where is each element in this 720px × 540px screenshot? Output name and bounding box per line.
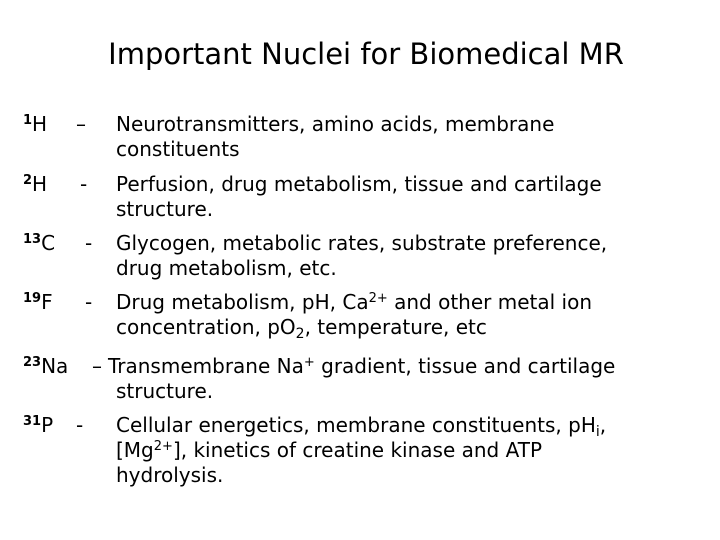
description-line — [116, 290, 706, 315]
separator-dash: – — [76, 112, 86, 136]
charge-superscript: + — [303, 354, 315, 370]
nucleus-label — [23, 172, 47, 197]
nucleus-label — [23, 231, 55, 256]
nucleus-description — [116, 413, 706, 488]
nucleus-description — [116, 231, 706, 281]
text-run: gradient, tissue and cartilage — [314, 354, 616, 378]
mass-number: 1 — [23, 112, 33, 128]
element-symbol: H — [32, 112, 48, 136]
description-line — [116, 315, 706, 343]
mass-number: 31 — [23, 413, 42, 429]
description-line: constituents — [116, 137, 240, 161]
text-run: Drug metabolism, p — [116, 290, 315, 314]
description-line: structure. — [116, 197, 214, 221]
text-run: ], kinetics of creatine kinase and ATP — [172, 438, 542, 462]
description-line — [116, 413, 706, 441]
separator-dash: - — [85, 290, 93, 314]
separator-dash: - — [85, 231, 93, 255]
text-run: [Mg — [116, 438, 154, 462]
subscript: i — [595, 424, 600, 441]
mass-number: 23 — [23, 354, 42, 370]
nucleus-label — [23, 413, 53, 438]
description-line: Perfusion, drug metabolism, tissue and cartilage — [116, 172, 602, 196]
mass-number: 19 — [23, 290, 42, 306]
description-line: drug metabolism, etc. — [116, 256, 337, 280]
nucleus-description — [108, 354, 698, 404]
description-line — [108, 354, 698, 379]
text-run: Cellular energetics, membrane constituents, pH — [116, 413, 596, 437]
nucleus-label — [23, 354, 68, 379]
element-symbol: F — [41, 290, 53, 314]
text-run: concentration, pO — [116, 315, 296, 339]
nucleus-description — [116, 290, 706, 343]
mass-number: 13 — [23, 231, 42, 247]
nucleus-description — [116, 112, 706, 162]
description-line — [116, 438, 706, 463]
text-run: Transmembrane Na — [108, 354, 304, 378]
separator-dash: - — [80, 172, 88, 196]
text-run: and other metal ion — [387, 290, 592, 314]
description-line: Neurotransmitters, amino acids, membrane — [116, 112, 555, 136]
mass-number: 2 — [23, 172, 33, 188]
element-symbol: C — [41, 231, 56, 255]
charge-superscript: 2+ — [368, 290, 388, 306]
text-run: , — [599, 413, 607, 437]
page-title: Important Nuclei for Biomedical MR — [108, 37, 624, 71]
charge-superscript: 2+ — [153, 438, 173, 454]
text-run: H, Ca — [314, 290, 369, 314]
nucleus-label — [23, 290, 53, 315]
subscript: 2 — [295, 326, 305, 343]
nucleus-label — [23, 112, 47, 137]
element-symbol: P — [41, 413, 54, 437]
description-line: structure. — [116, 379, 214, 403]
separator-dash: - — [76, 413, 84, 437]
separator-dash: – — [92, 354, 102, 378]
description-line: hydrolysis. — [116, 463, 224, 487]
description-line: Glycogen, metabolic rates, substrate preference, — [116, 231, 608, 255]
element-symbol: Na — [41, 354, 69, 378]
nucleus-description — [116, 172, 706, 222]
text-run: , temperature, etc — [304, 315, 487, 339]
element-symbol: H — [32, 172, 48, 196]
